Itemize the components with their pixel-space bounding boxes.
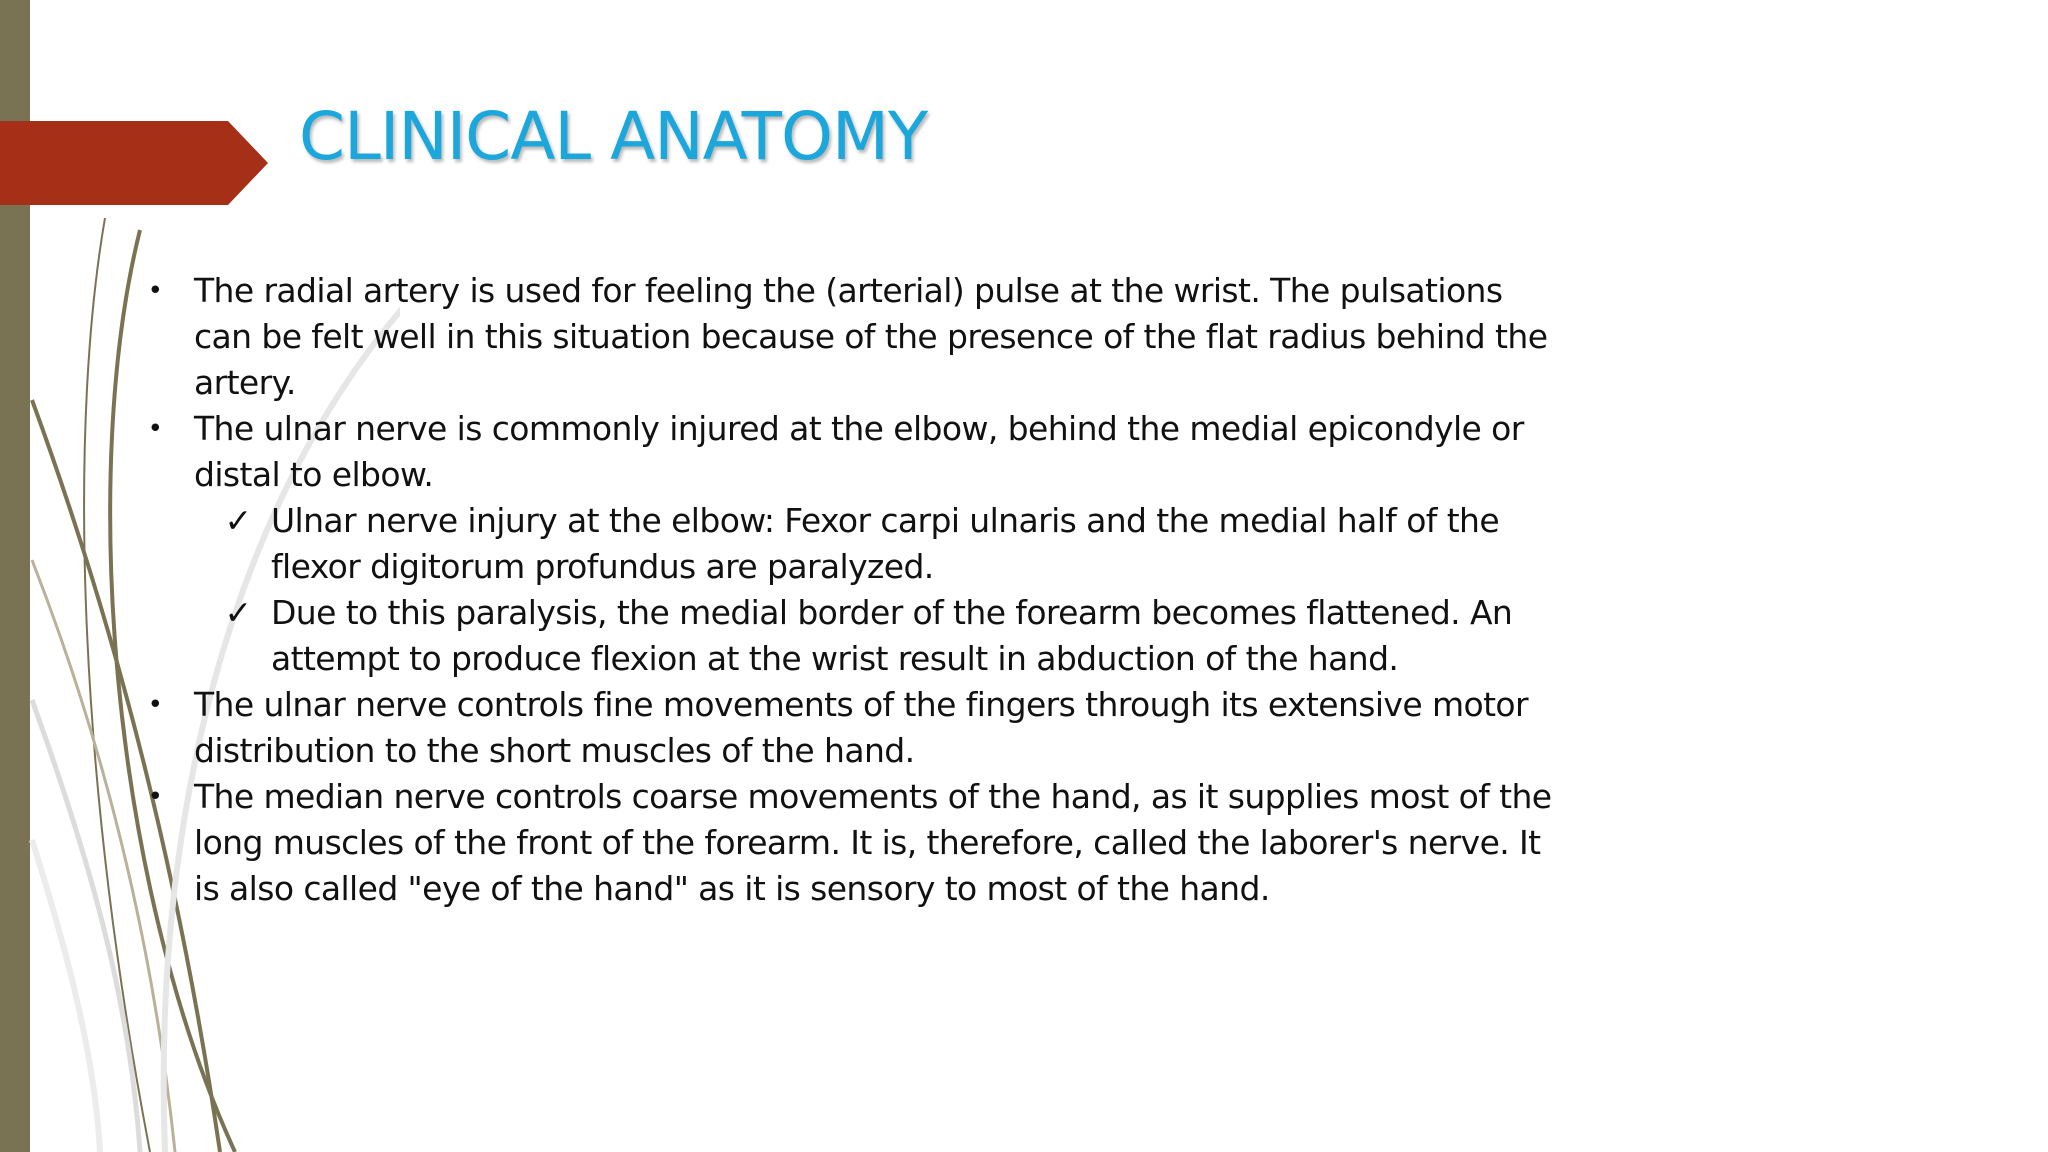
sub-bullet-text: Due to this paralysis, the medial border of the forearm becomes flattened. An attempt to produce flexion at the wrist result in abduction of the hand. bbox=[271, 593, 1513, 678]
slide-title: CLINICAL ANATOMY bbox=[299, 98, 928, 175]
bullet-marker: • bbox=[147, 782, 163, 812]
bullet-item bbox=[140, 682, 1560, 774]
sub-bullet-item bbox=[140, 590, 1560, 682]
bullet-item bbox=[140, 268, 1560, 406]
bullet-text: The ulnar nerve is commonly injured at the elbow, behind the medial epicondyle or distal to elbow. bbox=[194, 409, 1524, 494]
title-arrow-shape bbox=[0, 121, 268, 205]
bullet-marker: • bbox=[147, 414, 163, 444]
bullet-marker: • bbox=[147, 276, 163, 306]
checkmark-icon: ✓ bbox=[224, 593, 252, 632]
bullet-item bbox=[140, 406, 1560, 498]
sub-bullet-text: Ulnar nerve injury at the elbow: Fexor carpi ulnaris and the medial half of the flexor digitorum profundus are paralyzed. bbox=[271, 501, 1500, 586]
bullet-text: The radial artery is used for feeling the (arterial) pulse at the wrist. The pulsations can be felt well in this situation because of the presence of the flat radius behind the artery. bbox=[194, 271, 1548, 402]
slide-body bbox=[140, 268, 1560, 912]
bullet-text: The ulnar nerve controls fine movements of the fingers through its extensive motor distribution to the short muscles of the hand. bbox=[194, 685, 1528, 770]
bullet-item bbox=[140, 774, 1560, 912]
sub-bullet-item bbox=[140, 498, 1560, 590]
bullet-marker: • bbox=[147, 690, 163, 720]
bullet-text: The median nerve controls coarse movements of the hand, as it supplies most of the long muscles of the front of the forearm. It is, therefore, called the laborer's nerve. It is also called "eye of the hand" as it is sensory to most of the hand. bbox=[194, 777, 1552, 908]
checkmark-icon: ✓ bbox=[224, 501, 252, 540]
